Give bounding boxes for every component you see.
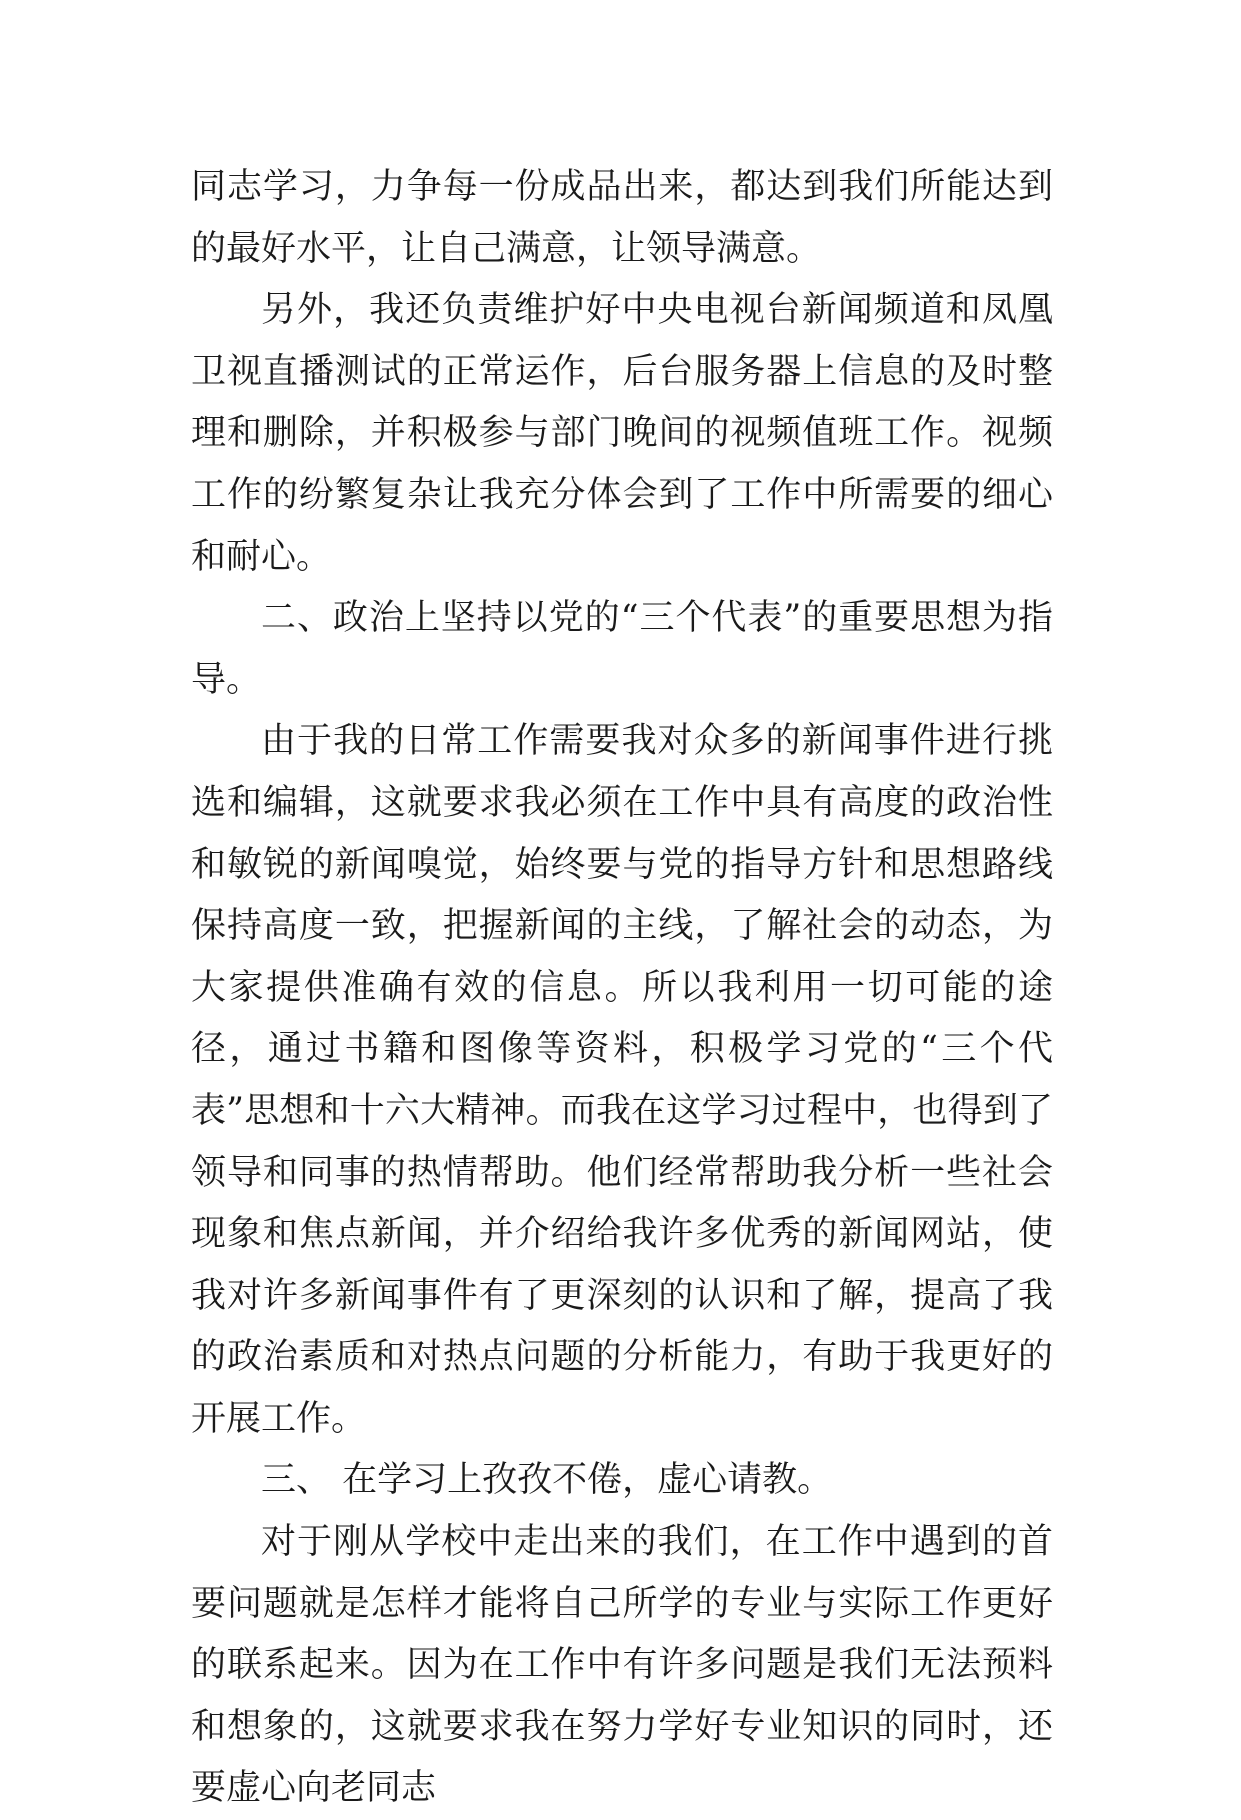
paragraph: 由于我的日常工作需要我对众多的新闻事件进行挑选和编辑，这就要求我必须在工作中具有高度的政治性和敏锐的新闻嗅觉，始终要与党的指导方针和思想路线保持高度一致，把握新闻的主线，了解社会的动态，为大家提供准确有效的信息。所以我利用一切可能的途径，通过书籍和图像等资料，积极学习党的“三个代表”思想和十六大精神。而我在这学习过程中，也得到了领导和同事的热情帮助。他们经常帮助我分析一些社会现象和焦点新闻，并介绍给我许多优秀的新闻网站，使我对许多新闻事件有了更深刻的认识和了解，提高了我的政治素质和对热点问题的分析能力，有助于我更好的开展工作。	[191, 721, 1053, 1439]
section-heading: 三、 在学习上孜孜不倦，虚心请教。	[261, 1460, 833, 1501]
paragraph: 同志学习，力争每一份成品出来，都达到我们所能达到的最好水平，让自己满意，让领导满意。	[191, 167, 1053, 269]
paragraph: 另外，我还负责维护好中央电视台新闻频道和凤凰卫视直播测试的正常运作，后台服务器上信息的及时整理和删除，并积极参与部门晚间的视频值班工作。视频工作的纷繁复杂让我充分体会到了工作中所需要的细心和耐心。	[191, 290, 1053, 577]
section-heading: 二、政治上坚持以党的“三个代表”的重要思想为指导。	[191, 598, 1053, 700]
paragraph: 对于刚从学校中走出来的我们，在工作中遇到的首要问题就是怎样才能将自己所学的专业与实际工作更好的联系起来。因为在工作中有许多问题是我们无法预料和想象的，这就要求我在努力学好专业知识的同时，还要虚心向老同志	[191, 1522, 1053, 1809]
document-body	[191, 157, 1053, 1820]
